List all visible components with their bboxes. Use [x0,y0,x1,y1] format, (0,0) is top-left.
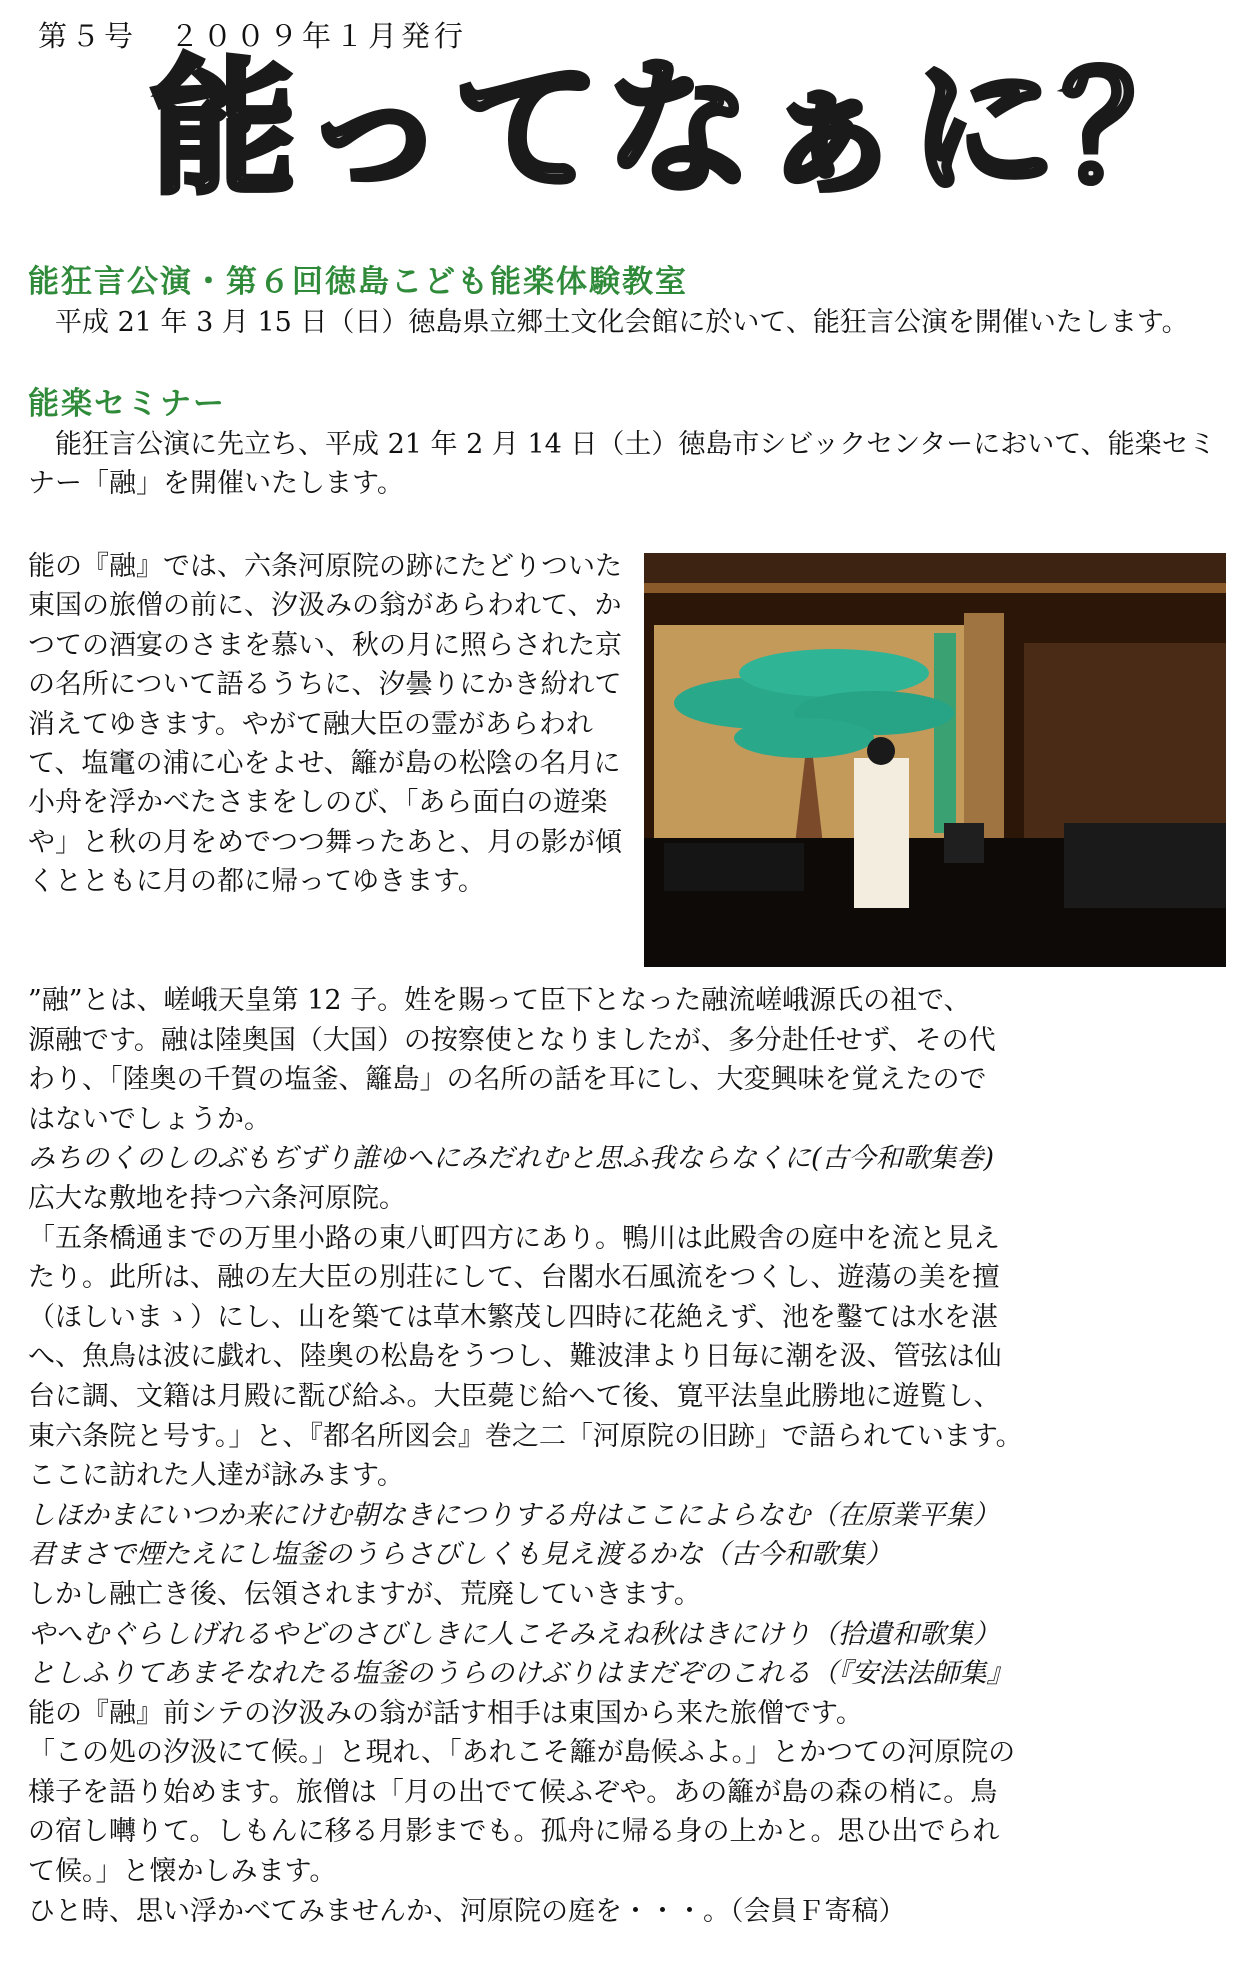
body-line: わり、「陸奥の千賀の塩釜、籬島」の名所の話を耳にし、大変興味を覚えたので [28,1064,987,1096]
body-line: 広大な敷地を持つ六条河原院。 [28,1182,406,1214]
performance-announcement: 平成 21 年 3 月 15 日（日）徳島県立郷土文化会館に於いて、能狂言公演を開催いたします。 [55,307,1189,338]
seminar-announcement: 能狂言公演に先立ち、平成 21 年 2 月 14 日（土）徳島市シビックセンターにおいて、能楽セミナー「融」を開催いたします。 [28,429,1216,499]
body-line: へ、魚鳥は波に戯れ、陸奥の松島をうつし、難波津より日毎に潮を汲、管弦は仙 [28,1341,1002,1373]
body-line: 能の『融』前シテの汐汲みの翁が話す相手は東国から来た旅僧です。 [28,1697,863,1729]
body-line: 東六条院と号す。」と、『都名所図会』巻之二「河原院の旧跡」で語られています。 [28,1420,1023,1452]
body-line: （ほしいまゝ）にし、山を築ては草木繁茂し四時に花絶えず、池を鑿ては水を湛 [28,1301,998,1333]
body-line: 「この処の汐汲にて候。」と現れ、「あれこそ籬が島候ふよ。」とかつての河原院の [28,1737,1016,1769]
body-line: しかし融亡き後、伝領されますが、荒廃していきます。 [28,1578,701,1610]
waka-poem-line: しほかまにいつか来にけむ朝なきにつりする舟はここによらなむ（在原業平集） [28,1499,1000,1531]
body-line: の宿し囀りて。しもんに移る月影までも。孤舟に帰る身の上かと。思ひ出でられ [28,1816,1000,1848]
masthead-title: 能ってなぁに？ [150,44,1214,214]
noh-stage-photo [644,553,1226,967]
section-heading-performance: 能狂言公演・第６回徳島こども能楽体験教室 [28,264,688,300]
body-line: たり。此所は、融の左大臣の別荘にして、台閣水石風流をつくし、遊蕩の美を擅 [28,1262,1000,1294]
body-line: て候。」と懐かしみます。 [28,1856,337,1888]
body-line: はないでしょうか。 [28,1103,271,1135]
article-body [28,981,1223,1931]
waka-poem-line: やへむぐらしげれるやどのさびしきに人こそみえね秋はきにけり（拾遺和歌集） [28,1618,1000,1650]
body-line: ここに訪れた人達が詠みます。 [28,1460,404,1492]
toru-synopsis: 能の『融』では、六条河原院の跡にたどりついた東国の旅僧の前に、汐汲みの翁があらわれて、かつての酒宴のさまを慕い、秋の月に照らされた京の名所について語るうちに、汐曇りにかき紛れて消えてゆきます。やがて融大臣の霊があらわれて、塩竃の浦に心をよせ、籬が島の松陰の名月に小舟を浮かべたさまをしのび、「あら面白の遊楽や」と秋の月をめでつつ舞ったあと、月の影が傾くとともに月の都に帰ってゆきます。 [28,551,622,898]
body-line: ひと時、思い浮かべてみませんか、河原院の庭を・・・。（会員Ｆ寄稿） [28,1895,906,1927]
waka-poem-line: みちのくのしのぶもぢずり誰ゆへにみだれむと思ふ我ならなくに(古今和歌集巻) [28,1143,995,1175]
issue-line: 第５号 ２００９年１月発行 [38,19,468,53]
body-line: 台に調、文籍は月殿に翫び給ふ。大臣薨じ給へて後、寛平法皇此勝地に遊覧し、 [28,1380,1001,1412]
waka-poem-line: 君まさで煙たえにし塩釜のうらさびしくも見え渡るかな（古今和歌集） [28,1539,892,1571]
waka-poem-line: としふりてあまそなれたる塩釜のうらのけぶりはまだぞのこれる（『安法法師集』 [28,1658,1014,1690]
section-heading-seminar: 能楽セミナー [28,386,226,422]
body-line: ”融”とは、嵯峨天皇第 12 子。姓を賜って臣下となった融流嵯峨源氏の祖で、 [28,985,971,1016]
body-line: 様子を語り始めます。旅僧は「月の出でて候ふぞや。あの籬が島の森の梢に。鳥 [28,1776,998,1808]
body-line: 源融です。融は陸奥国（大国）の按察使となりましたが、多分赴任せず、その代 [28,1024,996,1056]
body-line: 「五条橋通までの万里小路の東八町四方にあり。鴨川は此殿舎の庭中を流と見え [28,1222,1000,1254]
